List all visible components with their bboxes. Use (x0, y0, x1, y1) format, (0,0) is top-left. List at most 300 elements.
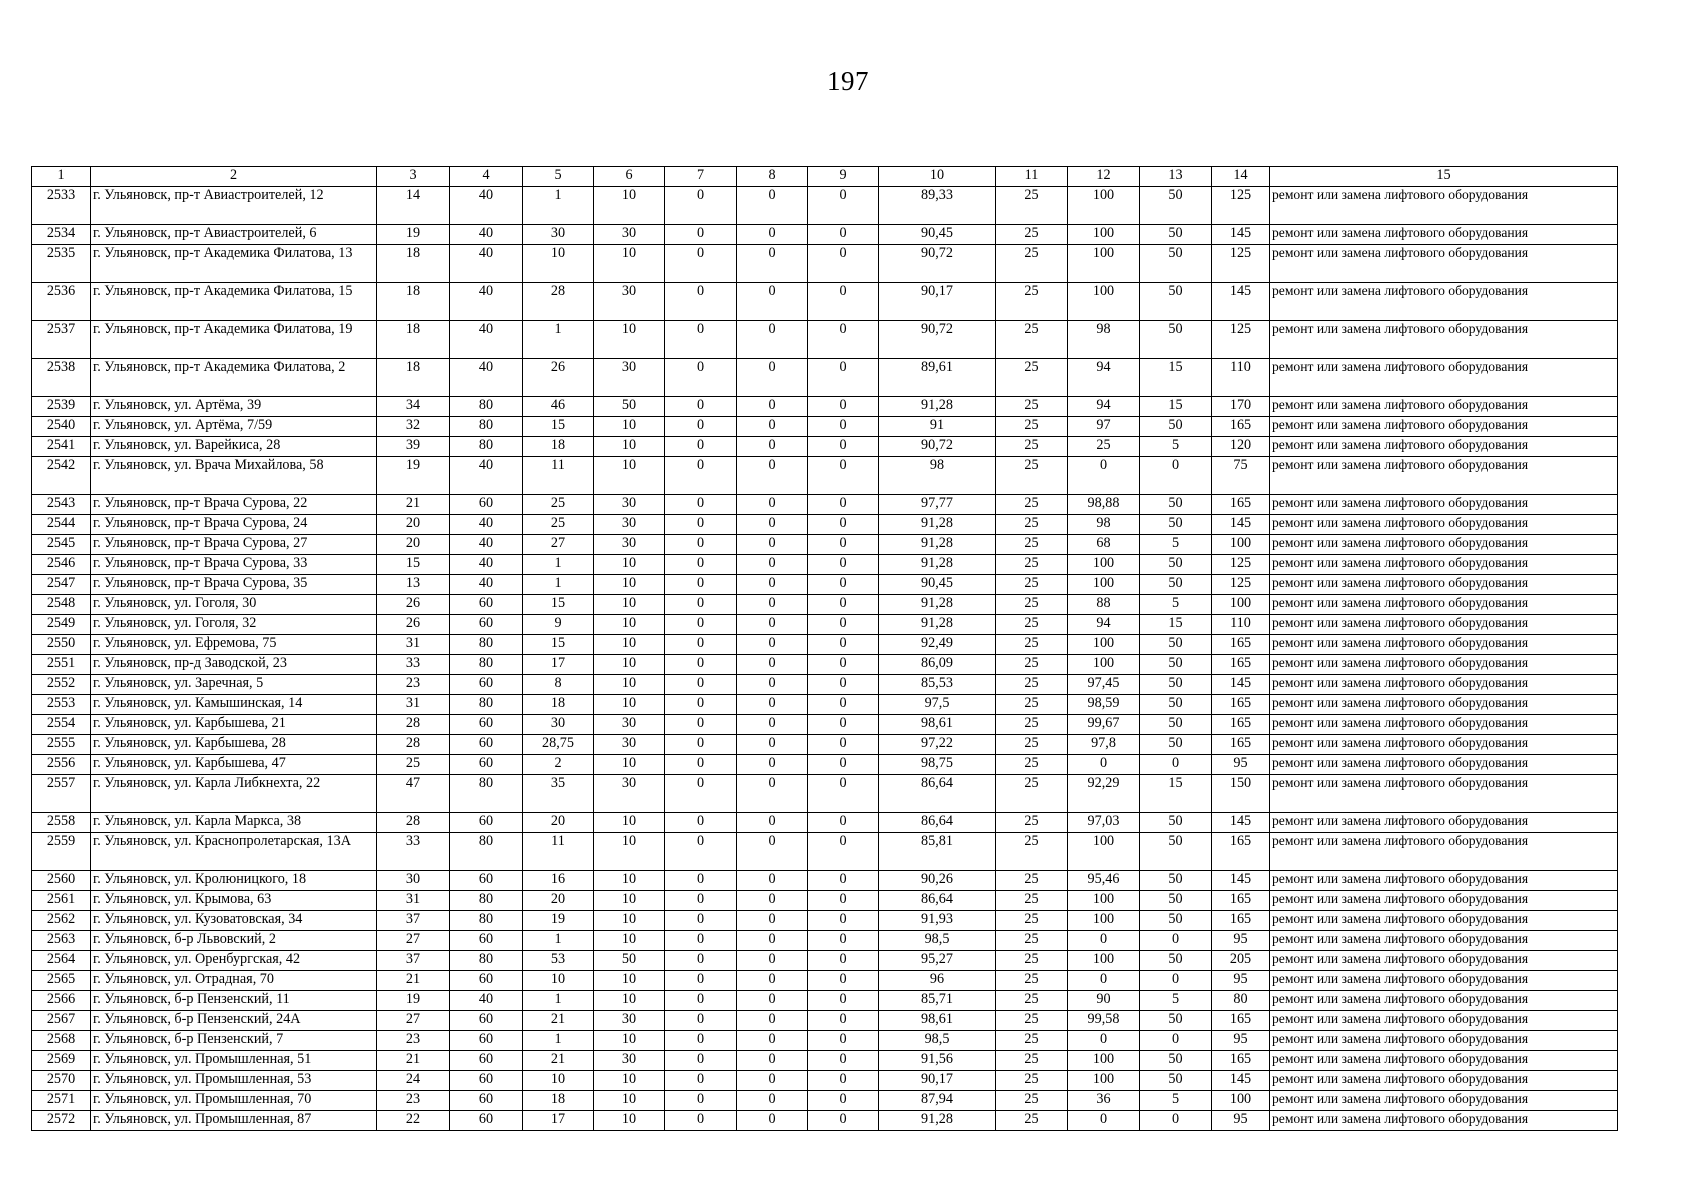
column-header: 14 (1212, 167, 1270, 187)
value-cell: 0 (665, 245, 737, 283)
value-cell: 25 (996, 283, 1068, 321)
value-cell: 15 (523, 595, 594, 615)
row-number-cell: 2570 (32, 1071, 91, 1091)
value-cell: 10 (594, 675, 665, 695)
work-type-cell: ремонт или замена лифтового оборудования (1270, 655, 1618, 675)
value-cell: 50 (1140, 1071, 1212, 1091)
value-cell: 145 (1212, 1071, 1270, 1091)
value-cell: 25 (996, 991, 1068, 1011)
value-cell: 23 (377, 1091, 450, 1111)
value-cell: 5 (1140, 437, 1212, 457)
value-cell: 0 (808, 535, 879, 555)
value-cell: 30 (594, 1051, 665, 1071)
value-cell: 30 (594, 1011, 665, 1031)
value-cell: 25 (996, 715, 1068, 735)
value-cell: 0 (665, 1091, 737, 1111)
value-cell: 20 (377, 535, 450, 555)
address-cell: г. Ульяновск, пр-т Академика Филатова, 15 (91, 283, 377, 321)
value-cell: 0 (808, 695, 879, 715)
value-cell: 99,58 (1068, 1011, 1140, 1031)
value-cell: 0 (737, 951, 808, 971)
value-cell: 0 (737, 515, 808, 535)
value-cell: 10 (594, 575, 665, 595)
value-cell: 98,59 (1068, 695, 1140, 715)
column-header: 12 (1068, 167, 1140, 187)
row-number-cell: 2560 (32, 871, 91, 891)
value-cell: 10 (594, 655, 665, 675)
value-cell: 0 (808, 437, 879, 457)
value-cell: 110 (1212, 359, 1270, 397)
value-cell: 1 (523, 575, 594, 595)
value-cell: 0 (1068, 457, 1140, 495)
value-cell: 0 (665, 1071, 737, 1091)
value-cell: 50 (1140, 715, 1212, 735)
value-cell: 10 (523, 1071, 594, 1091)
value-cell: 50 (1140, 695, 1212, 715)
value-cell: 0 (808, 755, 879, 775)
value-cell: 90,72 (879, 321, 996, 359)
work-type-cell: ремонт или замена лифтового оборудования (1270, 951, 1618, 971)
value-cell: 95 (1212, 931, 1270, 951)
value-cell: 90,45 (879, 575, 996, 595)
value-cell: 0 (665, 931, 737, 951)
table-row (32, 437, 1618, 457)
value-cell: 60 (450, 715, 523, 735)
column-header: 10 (879, 167, 996, 187)
row-number-cell: 2572 (32, 1111, 91, 1131)
value-cell: 10 (594, 615, 665, 635)
value-cell: 91,28 (879, 555, 996, 575)
value-cell: 0 (1068, 971, 1140, 991)
value-cell: 0 (808, 321, 879, 359)
value-cell: 50 (1140, 735, 1212, 755)
row-number-cell: 2552 (32, 675, 91, 695)
value-cell: 94 (1068, 397, 1140, 417)
value-cell: 60 (450, 1091, 523, 1111)
column-header: 8 (737, 167, 808, 187)
work-type-cell: ремонт или замена лифтового оборудования (1270, 911, 1618, 931)
value-cell: 30 (377, 871, 450, 891)
value-cell: 0 (808, 813, 879, 833)
work-type-cell: ремонт или замена лифтового оборудования (1270, 1011, 1618, 1031)
value-cell: 98,75 (879, 755, 996, 775)
value-cell: 95 (1212, 1031, 1270, 1051)
value-cell: 97 (1068, 417, 1140, 437)
value-cell: 60 (450, 1071, 523, 1091)
table-row (32, 951, 1618, 971)
value-cell: 10 (594, 1111, 665, 1131)
table-row (32, 359, 1618, 397)
value-cell: 20 (377, 515, 450, 535)
value-cell: 0 (665, 615, 737, 635)
value-cell: 25 (996, 635, 1068, 655)
table-row (32, 891, 1618, 911)
value-cell: 90,17 (879, 1071, 996, 1091)
table-row (32, 635, 1618, 655)
address-cell: г. Ульяновск, ул. Гоголя, 32 (91, 615, 377, 635)
value-cell: 0 (737, 555, 808, 575)
value-cell: 150 (1212, 775, 1270, 813)
value-cell: 50 (1140, 833, 1212, 871)
value-cell: 100 (1068, 555, 1140, 575)
value-cell: 80 (450, 911, 523, 931)
value-cell: 0 (808, 951, 879, 971)
value-cell: 80 (450, 695, 523, 715)
value-cell: 19 (523, 911, 594, 931)
value-cell: 165 (1212, 891, 1270, 911)
value-cell: 145 (1212, 225, 1270, 245)
value-cell: 91,28 (879, 1111, 996, 1131)
value-cell: 40 (450, 575, 523, 595)
value-cell: 0 (1140, 1031, 1212, 1051)
value-cell: 0 (808, 1011, 879, 1031)
row-number-cell: 2547 (32, 575, 91, 595)
row-number-cell: 2536 (32, 283, 91, 321)
value-cell: 87,94 (879, 1091, 996, 1111)
value-cell: 98,61 (879, 1011, 996, 1031)
value-cell: 80 (450, 951, 523, 971)
value-cell: 25 (996, 225, 1068, 245)
address-cell: г. Ульяновск, ул. Промышленная, 87 (91, 1111, 377, 1131)
value-cell: 25 (996, 495, 1068, 515)
value-cell: 100 (1212, 535, 1270, 555)
value-cell: 16 (523, 871, 594, 891)
value-cell: 100 (1068, 833, 1140, 871)
value-cell: 97,8 (1068, 735, 1140, 755)
value-cell: 5 (1140, 991, 1212, 1011)
value-cell: 86,64 (879, 775, 996, 813)
value-cell: 0 (1068, 1111, 1140, 1131)
value-cell: 1 (523, 1031, 594, 1051)
value-cell: 0 (737, 871, 808, 891)
value-cell: 30 (594, 495, 665, 515)
value-cell: 95,46 (1068, 871, 1140, 891)
value-cell: 40 (450, 283, 523, 321)
value-cell: 10 (594, 833, 665, 871)
value-cell: 25 (996, 775, 1068, 813)
row-number-cell: 2555 (32, 735, 91, 755)
value-cell: 165 (1212, 833, 1270, 871)
table-row (32, 225, 1618, 245)
value-cell: 25 (996, 931, 1068, 951)
value-cell: 91,56 (879, 1051, 996, 1071)
row-number-cell: 2538 (32, 359, 91, 397)
value-cell: 100 (1068, 635, 1140, 655)
work-type-cell: ремонт или замена лифтового оборудования (1270, 245, 1618, 283)
value-cell: 25 (996, 655, 1068, 675)
table-row (32, 715, 1618, 735)
work-type-cell: ремонт или замена лифтового оборудования (1270, 1071, 1618, 1091)
address-cell: г. Ульяновск, ул. Врача Михайлова, 58 (91, 457, 377, 495)
value-cell: 80 (450, 635, 523, 655)
value-cell: 18 (523, 1091, 594, 1111)
row-number-cell: 2566 (32, 991, 91, 1011)
value-cell: 0 (1068, 755, 1140, 775)
value-cell: 91,28 (879, 595, 996, 615)
table-row (32, 813, 1618, 833)
value-cell: 88 (1068, 595, 1140, 615)
value-cell: 86,64 (879, 813, 996, 833)
value-cell: 10 (594, 245, 665, 283)
value-cell: 1 (523, 991, 594, 1011)
address-cell: г. Ульяновск, ул. Карла Либкнехта, 22 (91, 775, 377, 813)
value-cell: 11 (523, 833, 594, 871)
value-cell: 0 (808, 495, 879, 515)
value-cell: 0 (737, 595, 808, 615)
address-cell: г. Ульяновск, ул. Промышленная, 70 (91, 1091, 377, 1111)
value-cell: 21 (523, 1011, 594, 1031)
address-cell: г. Ульяновск, пр-т Врача Сурова, 24 (91, 515, 377, 535)
value-cell: 60 (450, 871, 523, 891)
value-cell: 100 (1068, 655, 1140, 675)
value-cell: 0 (665, 813, 737, 833)
value-cell: 0 (665, 187, 737, 225)
value-cell: 10 (594, 595, 665, 615)
value-cell: 25 (996, 1011, 1068, 1031)
value-cell: 26 (377, 595, 450, 615)
value-cell: 0 (737, 397, 808, 417)
value-cell: 10 (594, 437, 665, 457)
row-number-cell: 2540 (32, 417, 91, 437)
value-cell: 0 (737, 891, 808, 911)
column-header: 1 (32, 167, 91, 187)
value-cell: 10 (594, 321, 665, 359)
value-cell: 24 (377, 1071, 450, 1091)
value-cell: 86,64 (879, 891, 996, 911)
table-row (32, 515, 1618, 535)
value-cell: 10 (594, 911, 665, 931)
value-cell: 10 (523, 245, 594, 283)
value-cell: 31 (377, 635, 450, 655)
value-cell: 80 (450, 397, 523, 417)
value-cell: 60 (450, 931, 523, 951)
value-cell: 25 (996, 695, 1068, 715)
value-cell: 0 (665, 715, 737, 735)
value-cell: 25 (996, 833, 1068, 871)
value-cell: 25 (996, 755, 1068, 775)
value-cell: 25 (996, 871, 1068, 891)
value-cell: 100 (1068, 1051, 1140, 1071)
value-cell: 50 (1140, 635, 1212, 655)
row-number-cell: 2535 (32, 245, 91, 283)
address-cell: г. Ульяновск, б-р Пензенский, 24А (91, 1011, 377, 1031)
value-cell: 0 (737, 1051, 808, 1071)
work-type-cell: ремонт или замена лифтового оборудования (1270, 735, 1618, 755)
value-cell: 0 (665, 775, 737, 813)
value-cell: 80 (450, 417, 523, 437)
value-cell: 25 (996, 555, 1068, 575)
value-cell: 0 (665, 555, 737, 575)
value-cell: 25 (996, 457, 1068, 495)
value-cell: 25 (996, 675, 1068, 695)
address-cell: г. Ульяновск, ул. Артёма, 7/59 (91, 417, 377, 437)
value-cell: 0 (665, 755, 737, 775)
value-cell: 10 (594, 695, 665, 715)
table-row (32, 187, 1618, 225)
address-cell: г. Ульяновск, б-р Пензенский, 7 (91, 1031, 377, 1051)
value-cell: 0 (737, 225, 808, 245)
table-row (32, 615, 1618, 635)
value-cell: 27 (377, 1011, 450, 1031)
value-cell: 37 (377, 911, 450, 931)
value-cell: 25 (996, 951, 1068, 971)
value-cell: 0 (665, 735, 737, 755)
value-cell: 0 (737, 1031, 808, 1051)
work-type-cell: ремонт или замена лифтового оборудования (1270, 595, 1618, 615)
row-number-cell: 2539 (32, 397, 91, 417)
value-cell: 0 (808, 971, 879, 991)
value-cell: 94 (1068, 359, 1140, 397)
work-type-cell: ремонт или замена лифтового оборудования (1270, 1031, 1618, 1051)
work-type-cell: ремонт или замена лифтового оборудования (1270, 283, 1618, 321)
value-cell: 39 (377, 437, 450, 457)
value-cell: 23 (377, 675, 450, 695)
table-row (32, 1031, 1618, 1051)
table-row (32, 1091, 1618, 1111)
table-row (32, 833, 1618, 871)
value-cell: 25 (996, 321, 1068, 359)
value-cell: 40 (450, 457, 523, 495)
table-row (32, 575, 1618, 595)
value-cell: 95 (1212, 971, 1270, 991)
value-cell: 98 (1068, 321, 1140, 359)
value-cell: 25 (996, 515, 1068, 535)
value-cell: 0 (808, 245, 879, 283)
value-cell: 50 (1140, 225, 1212, 245)
value-cell: 145 (1212, 675, 1270, 695)
table-row (32, 321, 1618, 359)
address-cell: г. Ульяновск, ул. Карбышева, 28 (91, 735, 377, 755)
value-cell: 25 (1068, 437, 1140, 457)
value-cell: 0 (808, 931, 879, 951)
value-cell: 0 (808, 457, 879, 495)
column-header: 11 (996, 167, 1068, 187)
value-cell: 26 (523, 359, 594, 397)
value-cell: 0 (737, 245, 808, 283)
value-cell: 0 (737, 775, 808, 813)
value-cell: 28 (523, 283, 594, 321)
value-cell: 5 (1140, 535, 1212, 555)
value-cell: 92,49 (879, 635, 996, 655)
value-cell: 15 (1140, 359, 1212, 397)
value-cell: 95,27 (879, 951, 996, 971)
work-type-cell: ремонт или замена лифтового оборудования (1270, 359, 1618, 397)
value-cell: 25 (996, 437, 1068, 457)
value-cell: 85,71 (879, 991, 996, 1011)
value-cell: 25 (996, 911, 1068, 931)
address-cell: г. Ульяновск, ул. Заречная, 5 (91, 675, 377, 695)
column-header: 2 (91, 167, 377, 187)
column-header: 3 (377, 167, 450, 187)
row-number-cell: 2556 (32, 755, 91, 775)
value-cell: 19 (377, 991, 450, 1011)
row-number-cell: 2567 (32, 1011, 91, 1031)
value-cell: 100 (1068, 951, 1140, 971)
value-cell: 0 (808, 515, 879, 535)
value-cell: 0 (665, 575, 737, 595)
value-cell: 91,28 (879, 515, 996, 535)
value-cell: 0 (665, 1011, 737, 1031)
value-cell: 0 (808, 575, 879, 595)
value-cell: 0 (808, 655, 879, 675)
value-cell: 100 (1212, 1091, 1270, 1111)
value-cell: 100 (1068, 187, 1140, 225)
value-cell: 0 (665, 635, 737, 655)
value-cell: 60 (450, 1011, 523, 1031)
value-cell: 95 (1212, 1111, 1270, 1131)
value-cell: 0 (737, 911, 808, 931)
table-row (32, 655, 1618, 675)
value-cell: 30 (523, 225, 594, 245)
value-cell: 10 (594, 187, 665, 225)
value-cell: 170 (1212, 397, 1270, 417)
value-cell: 80 (450, 437, 523, 457)
value-cell: 10 (594, 457, 665, 495)
address-cell: г. Ульяновск, ул. Гоголя, 30 (91, 595, 377, 615)
value-cell: 10 (594, 1091, 665, 1111)
value-cell: 25 (377, 755, 450, 775)
work-type-cell: ремонт или замена лифтового оборудования (1270, 397, 1618, 417)
value-cell: 25 (996, 245, 1068, 283)
value-cell: 1 (523, 321, 594, 359)
value-cell: 28 (377, 735, 450, 755)
value-cell: 165 (1212, 417, 1270, 437)
value-cell: 47 (377, 775, 450, 813)
value-cell: 20 (523, 813, 594, 833)
table-row (32, 417, 1618, 437)
value-cell: 50 (1140, 245, 1212, 283)
value-cell: 85,81 (879, 833, 996, 871)
value-cell: 165 (1212, 715, 1270, 735)
row-number-cell: 2544 (32, 515, 91, 535)
value-cell: 17 (523, 1111, 594, 1131)
value-cell: 13 (377, 575, 450, 595)
value-cell: 50 (1140, 187, 1212, 225)
value-cell: 165 (1212, 635, 1270, 655)
address-cell: г. Ульяновск, пр-т Врача Сурова, 35 (91, 575, 377, 595)
value-cell: 0 (1140, 755, 1212, 775)
value-cell: 25 (996, 1031, 1068, 1051)
value-cell: 90,26 (879, 871, 996, 891)
work-type-cell: ремонт или замена лифтового оборудования (1270, 437, 1618, 457)
value-cell: 0 (737, 615, 808, 635)
value-cell: 10 (594, 755, 665, 775)
value-cell: 60 (450, 735, 523, 755)
value-cell: 0 (737, 1091, 808, 1111)
value-cell: 0 (665, 1051, 737, 1071)
value-cell: 26 (377, 615, 450, 635)
value-cell: 60 (450, 595, 523, 615)
value-cell: 0 (808, 283, 879, 321)
value-cell: 0 (665, 911, 737, 931)
value-cell: 0 (737, 535, 808, 555)
value-cell: 18 (377, 283, 450, 321)
value-cell: 0 (737, 715, 808, 735)
value-cell: 0 (665, 1111, 737, 1131)
value-cell: 50 (594, 397, 665, 417)
value-cell: 50 (1140, 321, 1212, 359)
value-cell: 40 (450, 245, 523, 283)
table-row (32, 911, 1618, 931)
value-cell: 0 (808, 595, 879, 615)
value-cell: 110 (1212, 615, 1270, 635)
table-row (32, 775, 1618, 813)
value-cell: 50 (1140, 655, 1212, 675)
row-number-cell: 2559 (32, 833, 91, 871)
address-cell: г. Ульяновск, ул. Карла Маркса, 38 (91, 813, 377, 833)
table-row (32, 695, 1618, 715)
value-cell: 0 (737, 833, 808, 871)
